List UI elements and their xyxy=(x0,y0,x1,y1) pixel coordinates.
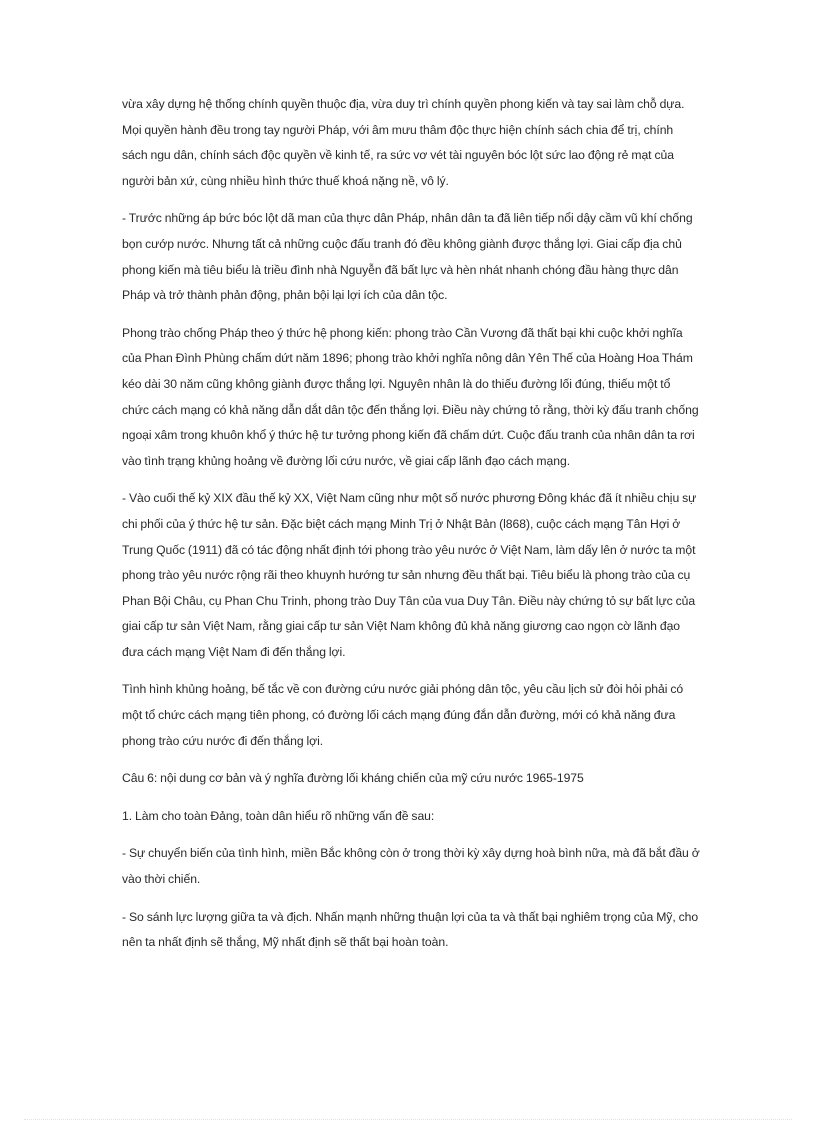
paragraph-colonial-administration: vừa xây dựng hệ thống chính quyền thuộc địa, vừa duy trì chính quyền phong kiến và tay sai làm chỗ dựa. Mọi quyền hành đều trong tay người Pháp, với âm mưu thâm độc thực hiện chính sách chia để trị, chính sách ngu dân, chính sách độc quyền về kinh tế, ra sức vơ vét tài nguyên bóc lột sức lao động rẻ mạt của người bản xứ, cùng nhiều hình thức thuế khoá nặng nề, vô lý. xyxy=(122,97,685,188)
paragraph-bourgeois-movements: - Vào cuối thế kỷ XIX đầu thế kỷ XX, Việt Nam cũng như một số nước phương Đông khác đã ít nhiều chịu sự chi phối của ý thức hệ tư sản. Đặc biệt cách mạng Minh Trị ở Nhật Bản (l868), cuộc cách mạng Tân Hợi ở Trung Quốc (1911) đã có tác động nhất định tới phong trào yêu nước ở Việt Nam, làm dấy lên ở nước ta một phong trào yêu nước rộng rãi theo khuynh hướng tư sản nhưng đều thất bại. Tiêu biểu là phong trào của cụ Phan Bội Châu, cụ Phan Chu Trinh, phong trào Duy Tân của vua Duy Tân. Điều này chứng tỏ sự bất lực của giai cấp tư sản Việt Nam, rằng giai cấp tư sản Việt Nam không đủ khả năng giương cao ngọn cờ lãnh đạo đưa cách mạng Việt Nam đi đến thắng lợi. xyxy=(122,491,697,659)
paragraph-crisis-conclusion: Tình hình khủng hoảng, bế tắc về con đường cứu nước giải phóng dân tộc, yêu cầu lịch sử đòi hỏi phải có một tổ chức cách mạng tiên phong, có đường lối cách mạng đúng đắn dẫn đường, mới có khả năng đưa phong trào cứu nước đi đến thắng lợi. xyxy=(122,682,684,748)
document-page xyxy=(122,92,700,968)
page-bottom-divider xyxy=(24,1119,792,1120)
section-1-heading: 1. Làm cho toàn Đảng, toàn dân hiểu rõ những vấn đề sau: xyxy=(122,808,435,823)
paragraph-situation-change: - Sự chuyển biến của tình hình, miền Bắc không còn ở trong thời kỳ xây dựng hoà bình nữa, mà đã bắt đầu ở vào thời chiến. xyxy=(122,846,700,887)
paragraph-feudal-movements: Phong trào chống Pháp theo ý thức hệ phong kiến: phong trào Cần Vương đã thất bại khi cuộc khởi nghĩa của Phan Đình Phùng chấm dứt năm 1896; phong trào khởi nghĩa nông dân Yên Thế của Hoàng Hoa Thám kéo dài 30 năm cũng không giành được thắng lợi. Nguyên nhân là do thiếu đường lối đúng, thiếu một tổ chức cách mạng có khả năng dẫn dắt dân tộc đến thắng lợi. Điều này chứng tỏ rằng, thời kỳ đấu tranh chống ngoại xâm trong khuôn khổ ý thức hệ tư tưởng phong kiến đã chấm dứt. Cuộc đấu tranh của nhân dân ta rơi vào tình trạng khủng hoảng về đường lối cứu nước, về giai cấp lãnh đạo cách mạng. xyxy=(122,325,699,468)
paragraph-armed-resistance: - Trước những áp bức bóc lột dã man của thực dân Pháp, nhân dân ta đã liên tiếp nổi dậy cầm vũ khí chống bọn cướp nước. Nhưng tất cả những cuộc đấu tranh đó đều không giành được thắng lợi. Giai cấp địa chủ phong kiến mà tiêu biểu là triều đình nhà Nguyễn đã bất lực và hèn nhát nhanh chóng đầu hàng thực dân Pháp và trở thành phản động, phản bội lại lợi ích của dân tộc. xyxy=(122,211,693,303)
paragraph-force-comparison: - So sánh lực lượng giữa ta và địch. Nhấn mạnh những thuận lợi của ta và thất bại nghiêm trọng của Mỹ, cho nên ta nhất định sẽ thắng, Mỹ nhất định sẽ thất bại hoàn toàn. xyxy=(122,909,699,950)
question-6-heading: Câu 6: nội dung cơ bản và ý nghĩa đường lối kháng chiến của mỹ cứu nước 1965-1975 xyxy=(122,771,584,786)
